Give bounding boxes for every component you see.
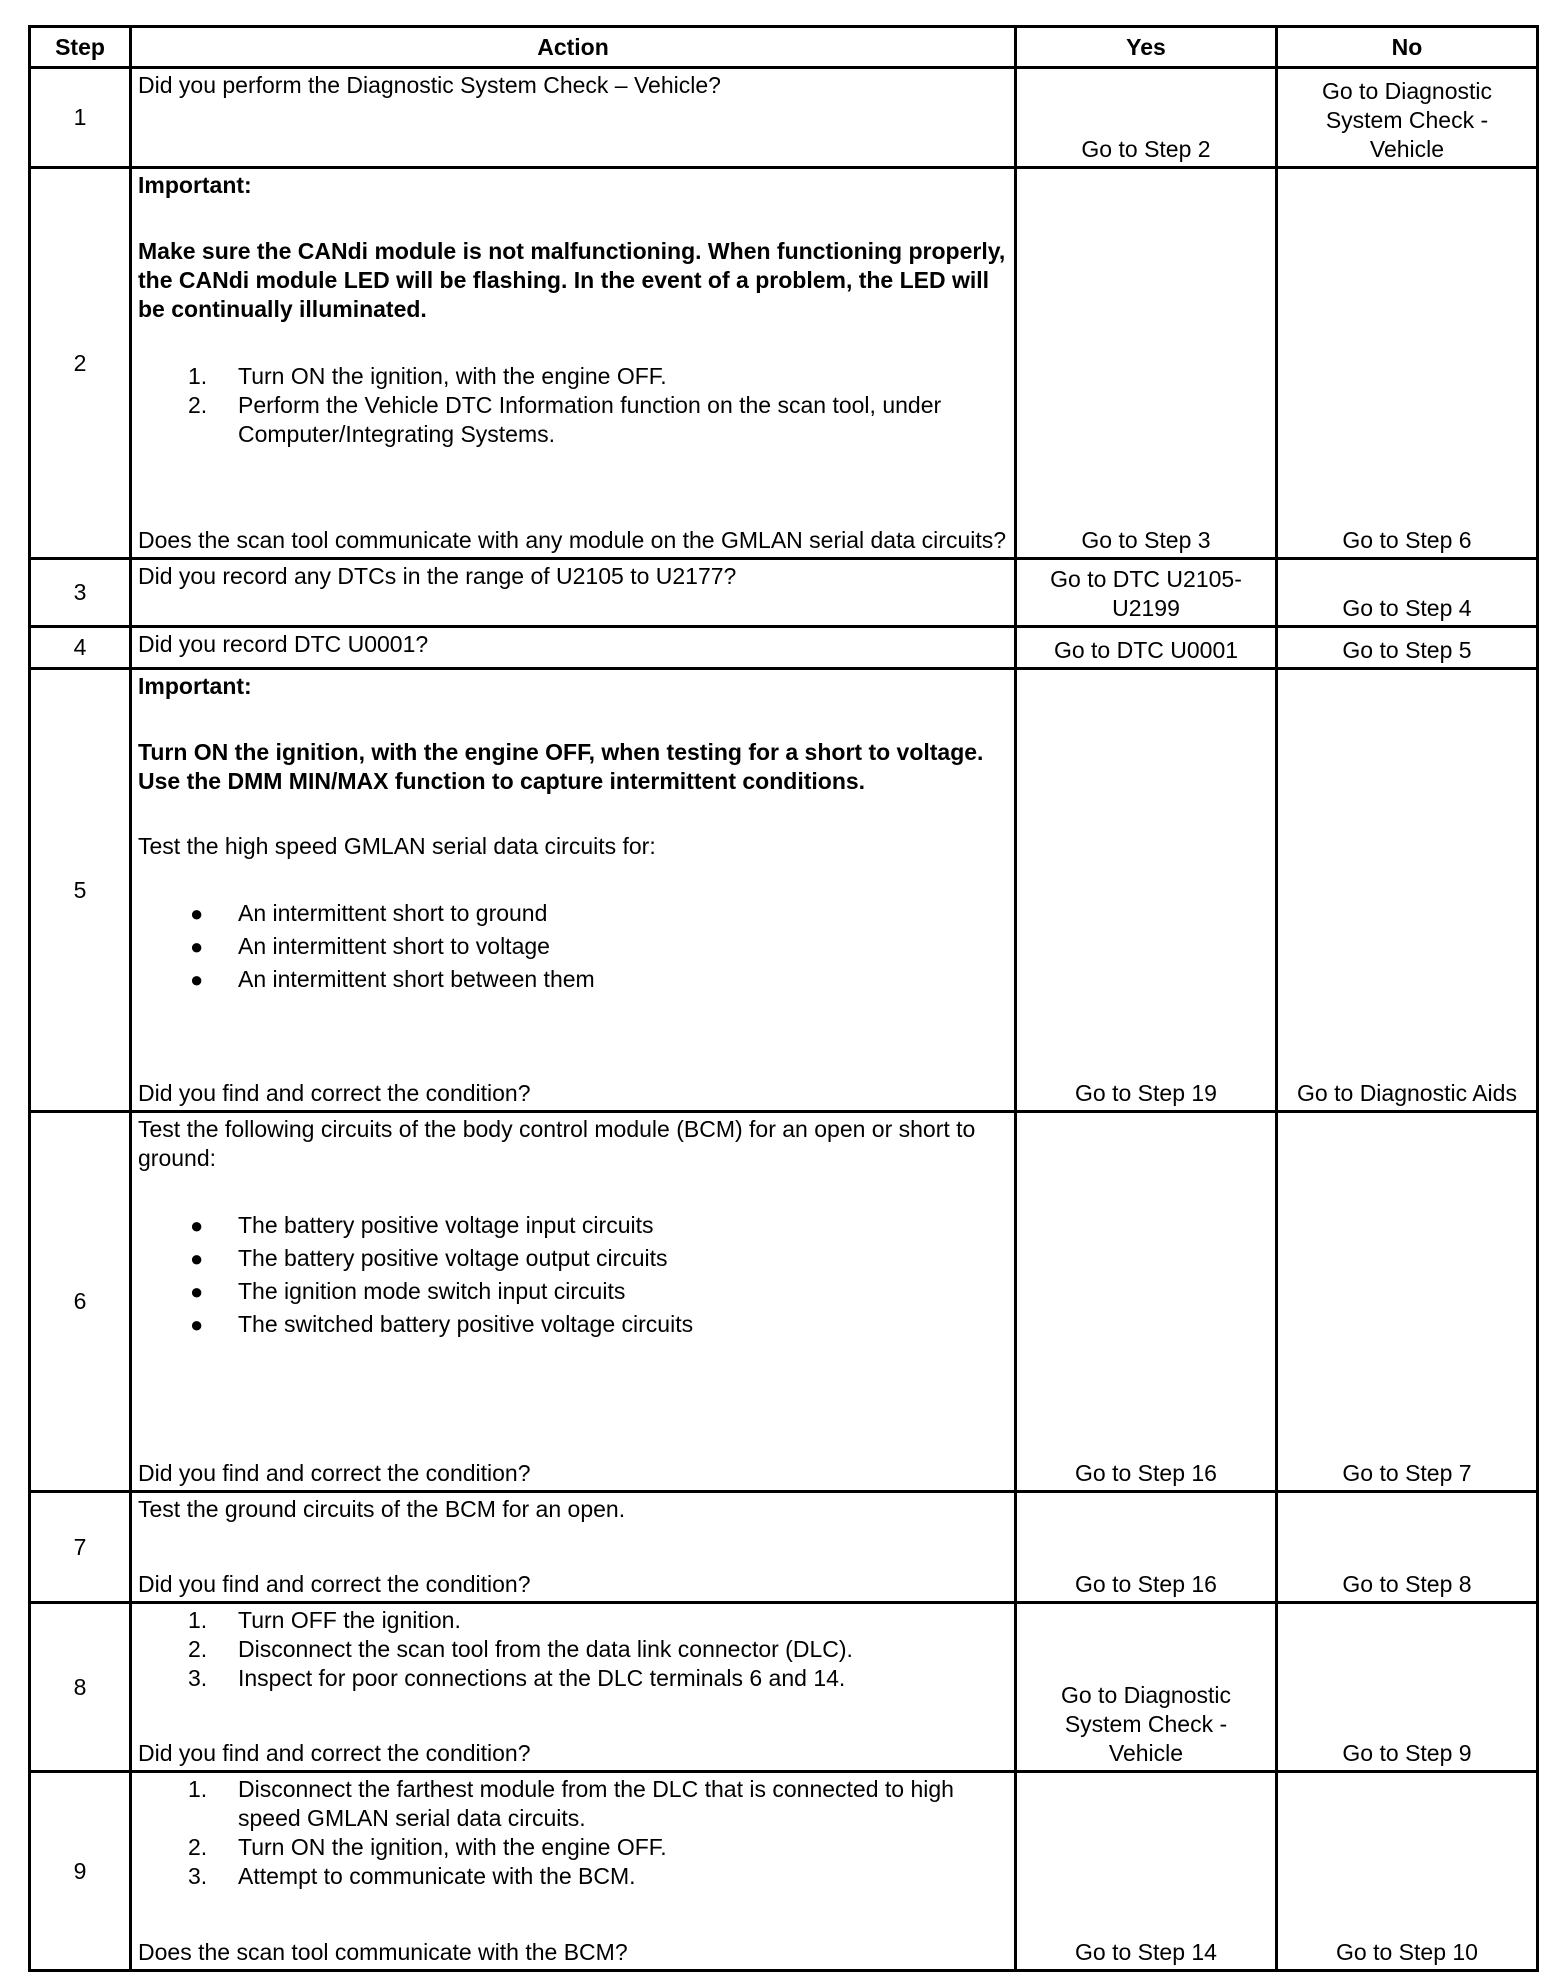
list-item: ● An intermittent short between them	[190, 966, 595, 992]
action-intro: Test the following circuits of the body control module (BCM) for an open or short to ground:	[138, 1116, 976, 1171]
step-number: 5	[30, 669, 131, 1112]
table-row	[30, 1112, 1538, 1492]
table-row	[30, 1772, 1538, 1971]
list-item: ● The switched battery positive voltage circuits	[190, 1311, 694, 1337]
action-question: Did you find and correct the condition?	[138, 1080, 531, 1106]
action-question: Did you find and correct the condition?	[138, 1460, 531, 1486]
step-number: 6	[30, 1112, 131, 1492]
no-cell: Go to Step 10	[1277, 1772, 1538, 1971]
step-number: 8	[30, 1603, 131, 1772]
action-intro: Test the high speed GMLAN serial data circuits for:	[138, 833, 656, 859]
list-item: 1. Turn OFF the ignition.	[188, 1607, 461, 1633]
list-item: ● The battery positive voltage output circuits	[190, 1245, 668, 1271]
action-question: Did you find and correct the condition?	[138, 1740, 531, 1766]
action-cell	[131, 627, 1016, 669]
header-yes: Yes	[1016, 27, 1277, 68]
step-number: 4	[30, 627, 131, 669]
list-item: 2. Turn ON the ignition, with the engine OFF.	[188, 1834, 667, 1860]
no-cell: Go to Diagnostic System Check - Vehicle	[1277, 68, 1538, 168]
list-item: ● The ignition mode switch input circuits	[190, 1278, 626, 1304]
yes-cell: Go to Step 16	[1016, 1112, 1277, 1492]
list-item: ● An intermittent short to voltage	[190, 933, 550, 959]
no-cell: Go to Step 7	[1277, 1112, 1538, 1492]
important-label: Important:	[138, 673, 252, 699]
action-question: Does the scan tool communicate with the BCM?	[138, 1939, 628, 1965]
yes-cell: Go to Step 3	[1016, 168, 1277, 559]
bullet-list	[138, 1211, 1008, 1339]
list-item: ● An intermittent short to ground	[190, 900, 548, 926]
table-row	[30, 559, 1538, 627]
list-item: ● The battery positive voltage input circuits	[190, 1212, 654, 1238]
action-question: Did you record DTC U0001?	[138, 631, 429, 657]
no-cell: Go to Diagnostic Aids	[1277, 669, 1538, 1112]
bullet-list	[138, 899, 1008, 994]
action-question: Does the scan tool communicate with any module on the GMLAN serial data circuits?	[138, 527, 1007, 553]
list-item: 1. Turn ON the ignition, with the engine OFF.	[188, 363, 667, 389]
step-number: 9	[30, 1772, 131, 1971]
no-cell: Go to Step 4	[1277, 559, 1538, 627]
step-number: 2	[30, 168, 131, 559]
yes-cell: Go to Step 14	[1016, 1772, 1277, 1971]
action-cell	[131, 669, 1016, 1112]
yes-cell: Go to DTC U2105-U2199	[1016, 559, 1277, 627]
table-row	[30, 669, 1538, 1112]
header-action: Action	[131, 27, 1016, 68]
table-row	[30, 1603, 1538, 1772]
table-row	[30, 1492, 1538, 1603]
action-cell	[131, 68, 1016, 168]
yes-cell: Go to Step 2	[1016, 68, 1277, 168]
action-cell	[131, 168, 1016, 559]
no-cell: Go to Step 5	[1277, 627, 1538, 669]
yes-cell: Go to DTC U0001	[1016, 627, 1277, 669]
table-row	[30, 627, 1538, 669]
step-number: 3	[30, 559, 131, 627]
no-cell: Go to Step 6	[1277, 168, 1538, 559]
action-question: Did you record any DTCs in the range of U2105 to U2177?	[138, 563, 737, 589]
important-text: Turn ON the ignition, with the engine OFF, when testing for a short to voltage. Use the DMM MIN/MAX function to capture intermittent conditions.	[138, 739, 984, 794]
list-item: 2. Perform the Vehicle DTC Information function on the scan tool, under Computer/Integrating Systems.	[188, 392, 942, 447]
action-cell	[131, 1492, 1016, 1603]
table-row	[30, 168, 1538, 559]
yes-cell: Go to Step 19	[1016, 669, 1277, 1112]
action-question: Did you find and correct the condition?	[138, 1571, 531, 1597]
action-cell	[131, 1603, 1016, 1772]
list-item: 3. Inspect for poor connections at the DLC terminals 6 and 14.	[188, 1665, 846, 1691]
no-cell: Go to Step 8	[1277, 1492, 1538, 1603]
step-number: 1	[30, 68, 131, 168]
numbered-list	[138, 1606, 1008, 1693]
list-item: 2. Disconnect the scan tool from the data link connector (DLC).	[188, 1636, 853, 1662]
action-question: Did you perform the Diagnostic System Check – Vehicle?	[138, 72, 721, 98]
numbered-list	[138, 1775, 1008, 1891]
action-cell	[131, 1112, 1016, 1492]
numbered-list	[138, 362, 1008, 449]
list-item: 1. Disconnect the farthest module from the DLC that is connected to high speed GMLAN serial data circuits.	[188, 1776, 954, 1831]
action-cell	[131, 559, 1016, 627]
no-cell: Go to Step 9	[1277, 1603, 1538, 1772]
yes-cell: Go to Step 16	[1016, 1492, 1277, 1603]
important-text: Make sure the CANdi module is not malfunctioning. When functioning properly, the CANdi module LED will be flashing. In the event of a problem, the LED will be continually illuminated.	[138, 238, 1006, 322]
important-label: Important:	[138, 172, 252, 198]
header-row	[30, 27, 1538, 68]
table-row	[30, 68, 1538, 168]
action-cell	[131, 1772, 1016, 1971]
diagnostic-table	[28, 25, 1539, 1972]
header-no: No	[1277, 27, 1538, 68]
yes-cell: Go to Diagnostic System Check - Vehicle	[1016, 1603, 1277, 1772]
action-intro: Test the ground circuits of the BCM for an open.	[138, 1496, 626, 1522]
list-item: 3. Attempt to communicate with the BCM.	[188, 1863, 636, 1889]
header-step: Step	[30, 27, 131, 68]
step-number: 7	[30, 1492, 131, 1603]
